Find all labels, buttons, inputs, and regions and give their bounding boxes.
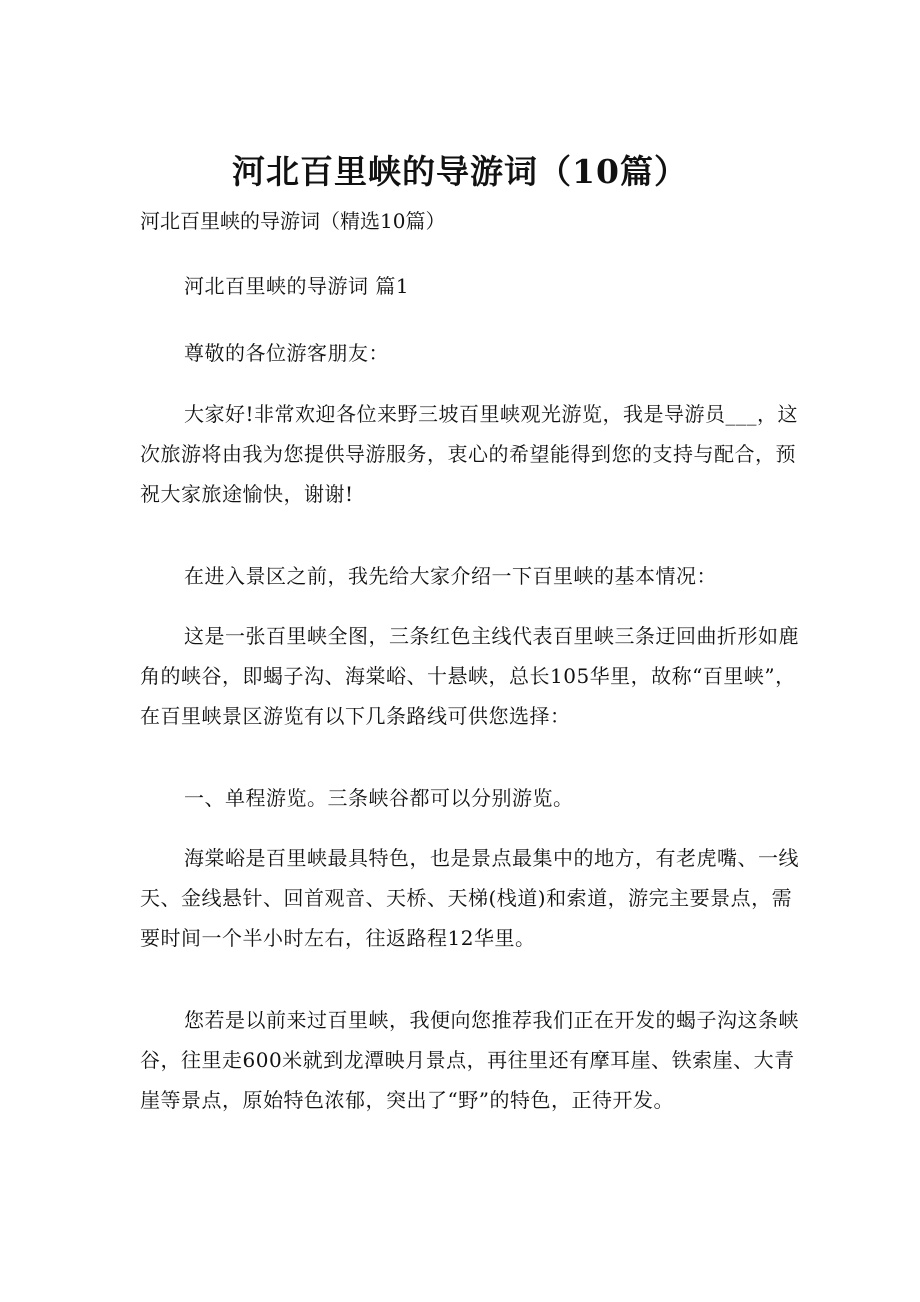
paragraph-route-one: 一、单程游览。三条峡谷都可以分别游览。: [184, 786, 574, 810]
paragraph-intro: 在进入景区之前，我先给大家介绍一下百里峡的基本情况：: [184, 564, 717, 588]
paragraph-map: 这是一张百里峡全图，三条红色主线代表百里峡三条迂回曲折形如鹿角的峡谷，即蝎子沟、海棠峪、十悬峡，总长105华里，故称“百里峡”，在百里峡景区游览有以下几条路线可供您选择：: [140, 624, 799, 728]
paragraph-greeting: 尊敬的各位游客朋友：: [184, 341, 389, 365]
section-heading: 河北百里峡的导游词 篇1: [184, 274, 410, 298]
paragraph-welcome: 大家好!非常欢迎各位来野三坡百里峡观光游览，我是导游员___，这次旅游将由我为您提供导游服务，衷心的希望能得到您的支持与配合，预祝大家旅途愉快，谢谢!: [140, 402, 799, 506]
document-title: 河北百里峡的导游词（10篇）: [232, 152, 688, 191]
document-subtitle: 河北百里峡的导游词（精选10篇）: [140, 209, 446, 233]
paragraph-haitangyu: 海棠峪是百里峡最具特色，也是景点最集中的地方，有老虎嘴、一线天、金线悬针、回首观音、天桥、天梯(栈道)和索道，游完主要景点，需要时间一个半小时左右，往返路程12华里。: [140, 846, 799, 950]
paragraph-xiezigou: 您若是以前来过百里峡，我便向您推荐我们正在开发的蝎子沟这条峡谷，往里走600米就到龙潭映月景点，再往里还有摩耳崖、铁索崖、大青崖等景点，原始特色浓郁，突出了“野”的特色，正待开发。: [140, 1008, 799, 1112]
